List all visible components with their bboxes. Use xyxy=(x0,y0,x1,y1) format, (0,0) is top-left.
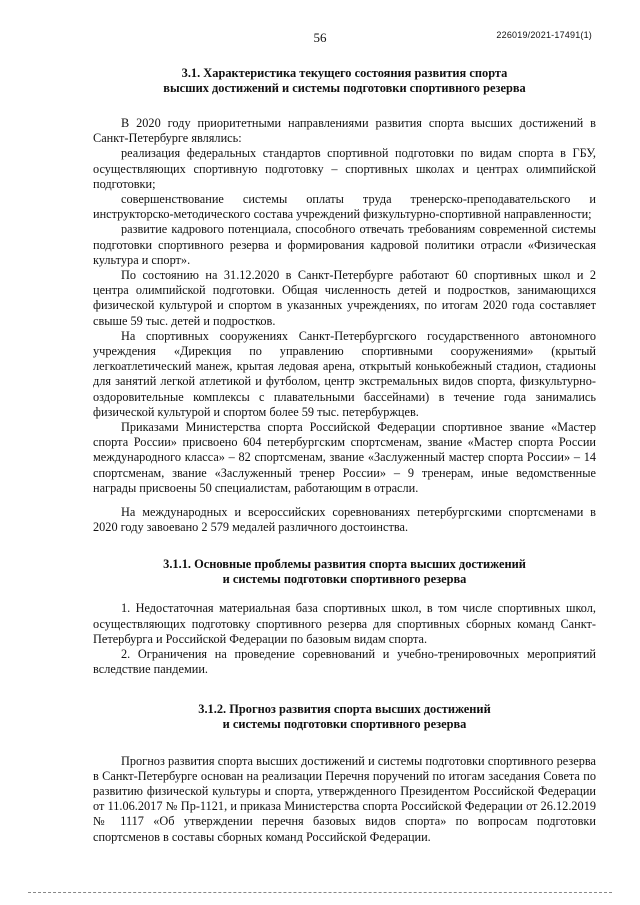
problem-item-2: 2. Ограничения на проведение соревнований и учебно-тренировочных мероприятий вследствие пандемии. xyxy=(93,647,596,677)
subsection-title-problems-line2: и системы подготовки спортивного резерва xyxy=(222,572,467,587)
scan-bottom-rule xyxy=(28,892,612,893)
page-number: 56 xyxy=(313,30,327,45)
subsection-title-forecast xyxy=(93,702,596,732)
subsection-title-problems xyxy=(93,557,596,587)
document-registration-number: 226019/2021-17491(1) xyxy=(496,30,592,40)
subsection-title-problems-line1: 3.1.1. Основные проблемы развития спорта высших достижений xyxy=(163,557,526,572)
paragraph-federal-standards: реализация федеральных стандартов спортивной подготовки по видам спорта в ГБУ, осуществляющих спортивную подготовку – спортивных школах и центрах олимпийской подготовки; xyxy=(93,146,596,191)
problem-item-1: 1. Недостаточная материальная база спортивных школ, в том числе спортивных школ, осуществляющих подготовку спортивного резерва для спортивных сборных команд Санкт-Петербурга и Российской Федерации по базовым видам спорта. xyxy=(93,601,596,646)
paragraph-sports-schools: По состоянию на 31.12.2020 в Санкт-Петербурге работают 60 спортивных школ и 2 центра олимпийской подготовки. Общая численность детей и подростков, занимающихся физической культурой и спортом в указанных учреждениях, по итогам 2020 года составляет свыше 59 тыс. детей и подростков. xyxy=(93,268,596,328)
subsection-title-forecast-line2: и системы подготовки спортивного резерва xyxy=(222,716,467,731)
paragraph-payment-system: совершенствование системы оплаты труда тренерско-преподавательского и инструкторско-методического состава учреждений физкультурно-спортивной направленности; xyxy=(93,192,596,222)
paragraph-forecast: Прогноз развития спорта высших достижений и системы подготовки спортивного резерва в Санкт-Петербурге основан на реализации Перечня поручений по итогам заседания Совета по развитию физической культуры и спорта, утвержденного Президентом Российской Федерации от 11.06.2017 № Пр-1121, и приказа Министерства спорта Российской Федерации от 26.12.2019 № 1117 «Об утверждении перечня базовых видов спорта» по вопросам подготовки спортсменов в составы сборных команд Российской Федерации. xyxy=(93,753,596,844)
paragraph-priorities-intro: В 2020 году приоритетными направлениями развития спорта высших достижений в Санкт-Петербурге являлись: xyxy=(93,116,596,146)
section-title-line2: высших достижений и системы подготовки спортивного резерва xyxy=(163,81,526,95)
section-title-line1: 3.1. Характеристика текущего состояния развития спорта xyxy=(181,66,508,80)
subsection-title-forecast-line1: 3.1.2. Прогноз развития спорта высших достижений xyxy=(198,701,491,716)
paragraph-medals: На международных и всероссийских соревнованиях петербургскими спортсменами в 2020 году завоевано 2 579 медалей различного достоинства. xyxy=(93,505,596,535)
paragraph-sports-facilities: На спортивных сооружениях Санкт-Петербургского государственного автономного учреждения «Дирекция по управлению спортивными сооружениями» (крытый легкоатлетический манеж, крытая ледовая арена, открытый конькобежный стадион, стадионы для занятий легкой атлетикой и футболом, центр экстремальных видов спорта, физкультурно-оздоровительные комплексы с плавательными бассейнами) в течение года занимались физической культурой и спортом более 59 тыс. петербуржцев. xyxy=(93,328,596,419)
section-title xyxy=(93,66,596,96)
paragraph-personnel: развитие кадрового потенциала, способного отвечать требованиям современной системы подготовки спортивного резерва и формирования кадровой политики отрасли «Физическая культура и спорт». xyxy=(93,222,596,267)
document-body xyxy=(93,66,596,845)
paragraph-titles-awarded: Приказами Министерства спорта Российской Федерации спортивное звание «Мастер спорта России» присвоено 604 петербургским спортсменам, звание «Мастер спорта России международного класса» – 82 спортсменам, звание «Заслуженный мастер спорта России» – 14 спортсменам, звание «Заслуженный тренер России» – 9 тренерам, иные ведомственные награды присвоены 50 специалистам, работающим в отрасли. xyxy=(93,420,596,495)
